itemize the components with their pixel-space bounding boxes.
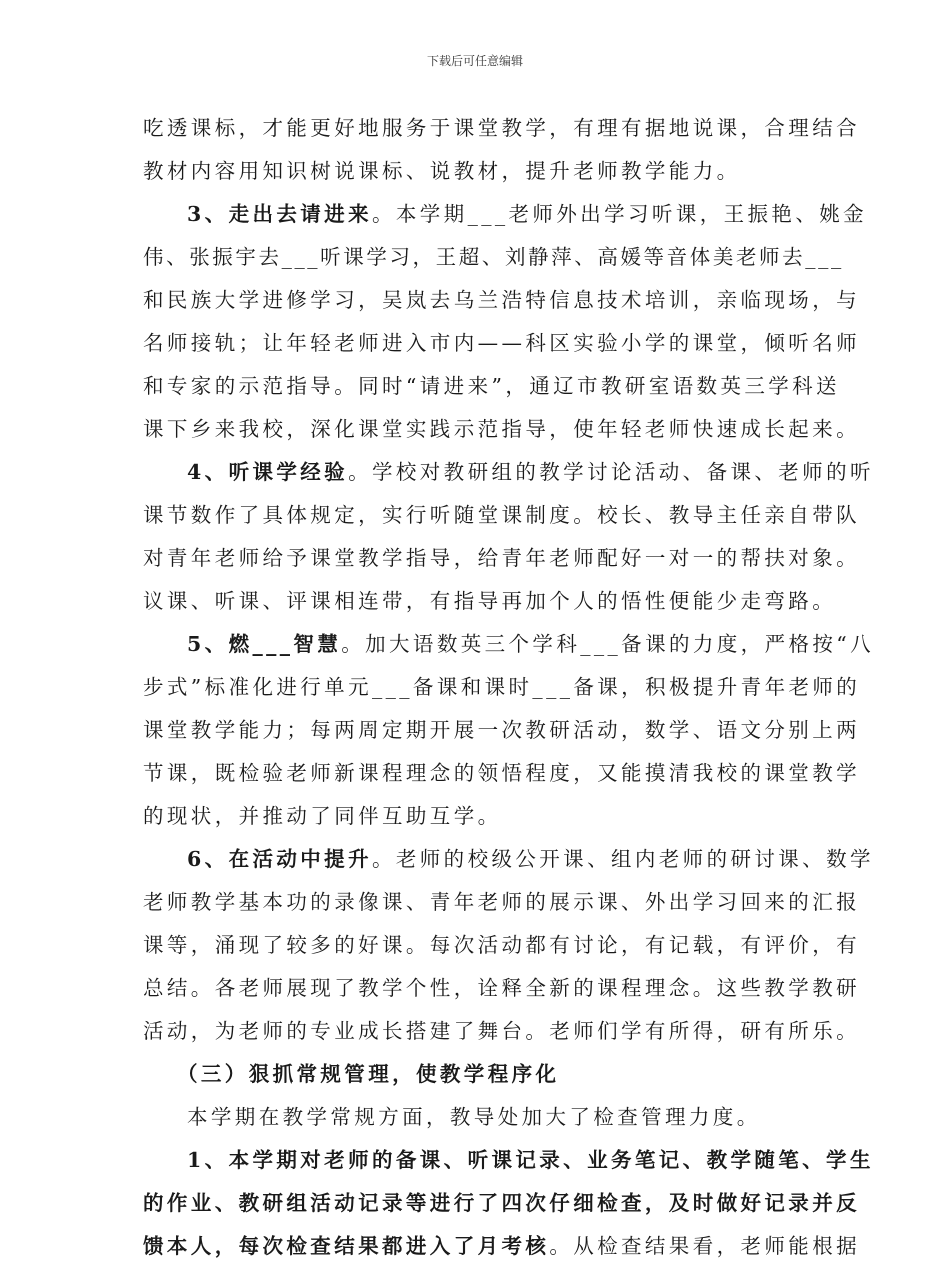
item-5-title-a: 5、燃 (187, 632, 253, 656)
paragraph-line: 和民族大学进修学习，吴岚去乌兰浩特信息技术培训，亲临现场，与 (143, 288, 860, 312)
normal-span: 。从检查结果看，老师能根据 (549, 1234, 861, 1258)
item-5-text: 。加大语数英三个学科___备课的力度，严格按“八 (341, 632, 875, 656)
item-5-title-b: 智慧 (293, 632, 342, 656)
paragraph-line: 对青年老师给予课堂教学指导，给青年老师配好一对一的帮扶对象。 (143, 546, 860, 570)
paragraph-line: 和专家的示范指导。同时“请进来”，通辽市教研室语数英三学科送 (143, 374, 840, 398)
item-4-text: 。学校对教研组的教学讨论活动、备课、老师的听 (348, 460, 874, 484)
paragraph-line: 老师教学基本功的录像课、青年老师的展示课、外出学习回来的汇报 (143, 890, 860, 914)
paragraph-line: 名师接轨；让年轻老师进入市内——科区实验小学的课堂，倾听名师 (143, 331, 860, 355)
paragraph-line: 课节数作了具体规定，实行听随堂课制度。校长、教导主任亲自带队 (143, 503, 860, 527)
item-4-heading-line (143, 451, 874, 494)
item-3-text: 。本学期___老师外出学习听课，王振艳、姚金 (371, 202, 868, 226)
item-6-text: 。老师的校级公开课、组内老师的研讨课、数学 (371, 847, 874, 871)
bold-span: 馈本人，每次检查结果都进入了月考核 (143, 1234, 550, 1258)
paragraph-line: 步式”标准化进行单元___备课和课时___备课，积极提升青年老师的 (143, 675, 861, 699)
paragraph-line: 伟、张振宇去___听课学习，王超、刘静萍、高媛等音体美老师去___ (143, 245, 844, 269)
paragraph-line (143, 1225, 861, 1268)
paragraph-line-bold: 1、本学期对老师的备课、听课记录、业务笔记、教学随笔、学生 (187, 1148, 874, 1172)
paragraph-line: 课堂教学能力；每两周定期开展一次教研活动，数学、语文分别上两 (143, 718, 860, 742)
paragraph-line: 节课，既检验老师新课程理念的领悟程度，又能摸清我校的课堂教学 (143, 761, 860, 785)
section-heading: （三）狠抓常规管理，使教学程序化 (177, 1062, 560, 1086)
item-3-title: 3、走出去请进来 (187, 202, 372, 226)
paragraph-line: 吃透课标，才能更好地服务于课堂教学，有理有据地说课，合理结合 (143, 116, 860, 140)
paragraph-line: 课等，涌现了较多的好课。每次活动都有讨论，有记载，有评价，有 (143, 933, 860, 957)
item-5-heading-line (143, 623, 875, 666)
paragraph-line: 教材内容用知识树说课标、说教材，提升老师教学能力。 (143, 159, 741, 183)
page-header: 下载后可任意编辑 (426, 54, 523, 68)
item-3-heading-line (143, 193, 868, 236)
item-5-title-blank: ___ (252, 632, 294, 656)
paragraph-line: 的现状，并推动了同伴互助互学。 (143, 804, 502, 828)
paragraph-line: 课下乡来我校，深化课堂实践示范指导，使年轻老师快速成长起来。 (143, 417, 860, 441)
item-6-title: 6、在活动中提升 (187, 847, 372, 871)
paragraph-line: 本学期在教学常规方面，教导处加大了检查管理力度。 (187, 1105, 761, 1129)
item-4-title: 4、听课学经验 (187, 460, 349, 484)
paragraph-line: 议课、听课、评课相连带，有指导再加个人的悟性便能少走弯路。 (143, 589, 837, 613)
paragraph-line: 活动，为老师的专业成长搭建了舞台。老师们学有所得，研有所乐。 (143, 1019, 860, 1043)
paragraph-line-bold: 的作业、教研组活动记录等进行了四次仔细检查，及时做好记录并反 (143, 1191, 860, 1215)
document-body (143, 107, 875, 1268)
item-6-heading-line (143, 838, 874, 881)
paragraph-line: 总结。各老师展现了教学个性，诠释全新的课程理念。这些教学教研 (143, 976, 860, 1000)
